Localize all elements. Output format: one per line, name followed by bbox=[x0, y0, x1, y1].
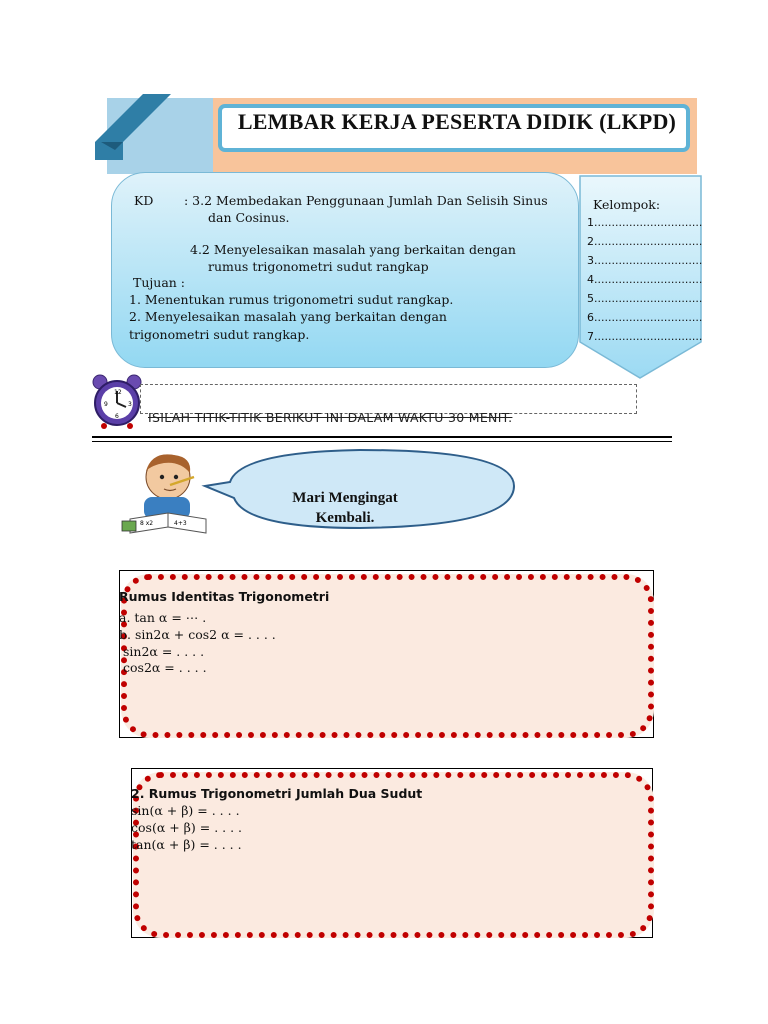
kd-line-4: rumus trigonometri sudut rangkap bbox=[208, 259, 429, 274]
kd-line-3: 4.2 Menyelesaikan masalah yang berkaitan dengan bbox=[190, 242, 516, 257]
bubble-text bbox=[270, 488, 420, 528]
bubble-line-2: Kembali. bbox=[315, 510, 375, 526]
bubble-line-1: Mari Mengingat bbox=[292, 490, 398, 506]
section-1-title: Rumus Identitas Trigonometri bbox=[119, 589, 330, 604]
kd-line-2: dan Cosinus. bbox=[208, 210, 290, 225]
section-2-line-cos: cos(α + β) = . . . . bbox=[131, 820, 243, 835]
kd-label: KD bbox=[134, 193, 154, 208]
svg-text:8 x2: 8 x2 bbox=[140, 520, 154, 527]
section-1-line-d: cos2α = . . . . bbox=[123, 660, 207, 675]
tujuan-item-2: 2. Menyelesaikan masalah yang berkaitan dengan bbox=[129, 309, 447, 324]
page-title: LEMBAR KERJA PESERTA DIDIK (LKPD) bbox=[237, 109, 677, 134]
divider-thick bbox=[92, 436, 672, 438]
divider-thin bbox=[92, 441, 672, 442]
tujuan-item-1: 1. Menentukan rumus trigonometri sudut rangkap. bbox=[129, 292, 454, 307]
section-1-line-b: b. sin2α + cos2 α = . . . . bbox=[119, 627, 276, 642]
svg-text:9: 9 bbox=[104, 401, 108, 408]
kelompok-item-3: 3............................... bbox=[587, 254, 703, 267]
section-1-line-a: a. tan α = ⋯ . bbox=[119, 610, 207, 625]
section-2-line-tan: tan(α + β) = . . . . bbox=[131, 837, 242, 852]
svg-text:3: 3 bbox=[128, 401, 132, 408]
alarm-clock-icon bbox=[88, 374, 146, 430]
kelompok-item-7: 7............................... bbox=[587, 330, 703, 343]
kd-line-1: : 3.2 Membedakan Penggunaan Jumlah Dan Selisih Sinus bbox=[184, 193, 548, 208]
kelompok-item-1: 1............................... bbox=[587, 216, 703, 229]
tujuan-label: Tujuan : bbox=[133, 275, 186, 290]
svg-text:4+3: 4+3 bbox=[174, 520, 187, 527]
instruction-text: ISILAH TITIK-TITIK BERIKUT INI DALAM WAKTU 30 MENIT. bbox=[148, 410, 513, 425]
section-1-line-c: sin2α = . . . . bbox=[123, 644, 205, 659]
svg-text:6: 6 bbox=[115, 413, 119, 420]
section-2-line-sin: sin(α + β) = . . . . bbox=[131, 803, 240, 818]
tujuan-item-3: trigonometri sudut rangkap. bbox=[129, 327, 310, 342]
kelompok-item-6: 6............................... bbox=[587, 311, 703, 324]
ribbon-decoration-icon bbox=[95, 92, 171, 162]
kelompok-item-5: 5............................... bbox=[587, 292, 703, 305]
svg-text:12: 12 bbox=[114, 389, 122, 396]
kelompok-item-2: 2............................... bbox=[587, 235, 703, 248]
section-2-title: 2. Rumus Trigonometri Jumlah Dua Sudut bbox=[131, 786, 423, 801]
kelompok-title: Kelompok: bbox=[593, 197, 661, 212]
kelompok-item-4: 4............................... bbox=[587, 273, 703, 286]
